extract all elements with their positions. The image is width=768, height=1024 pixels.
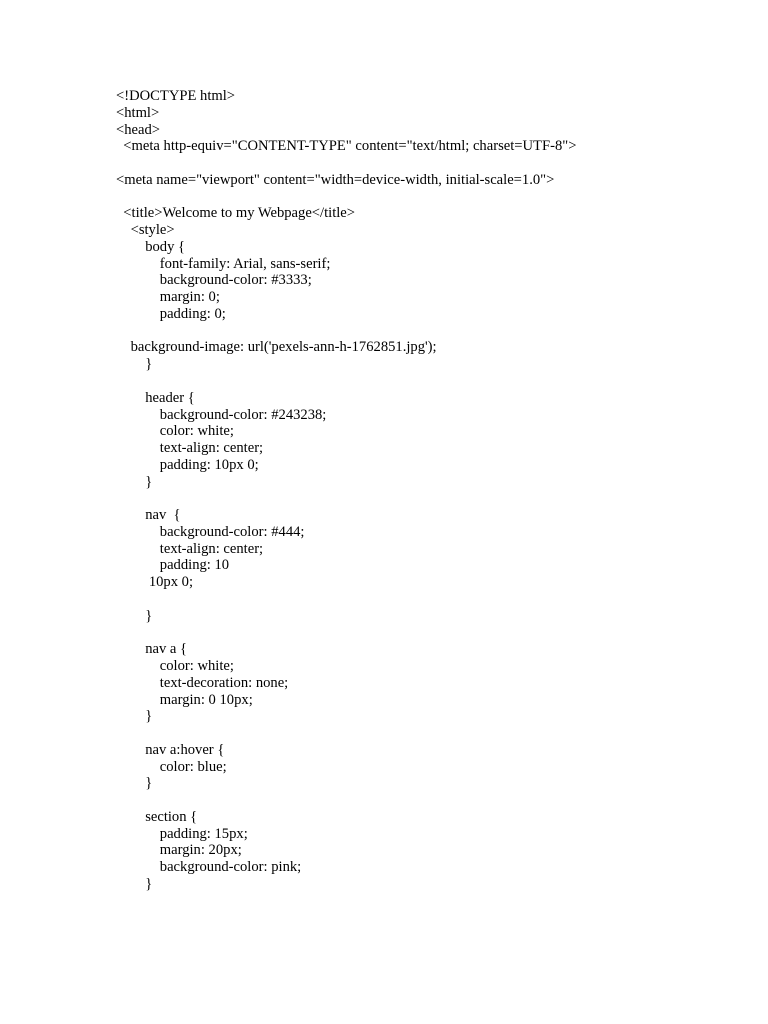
code-line: background-color: pink; — [116, 859, 302, 876]
code-line: padding: 10px 0; — [116, 456, 259, 473]
code-line: <meta name="viewport" content="width=device-width, initial-scale=1.0"> — [116, 171, 555, 188]
code-line: } — [116, 875, 153, 892]
code-line: color: white; — [116, 658, 234, 675]
blank-line — [116, 490, 756, 507]
code-line: 10px 0; — [116, 574, 194, 591]
code-line: } — [116, 708, 153, 725]
code-line: nav a { — [116, 641, 188, 658]
blank-line — [116, 591, 756, 608]
code-line: margin: 0; — [116, 289, 220, 306]
code-line: background-color: #3333; — [116, 272, 312, 289]
code-line: <head> — [116, 121, 161, 138]
code-line: header { — [116, 389, 195, 406]
code-line: color: blue; — [116, 758, 227, 775]
code-line: nav { — [116, 507, 181, 524]
code-line: section { — [116, 808, 198, 825]
code-line: body { — [116, 238, 186, 255]
code-line: margin: 20px; — [116, 842, 242, 859]
code-line: <html> — [116, 104, 160, 121]
code-line: padding: 15px; — [116, 825, 248, 842]
code-line: <title>Welcome to my Webpage</title> — [116, 205, 356, 222]
code-line: background-image: url('pexels-ann-h-1762851.jpg'); — [116, 339, 437, 356]
code-line: text-decoration: none; — [116, 674, 289, 691]
code-line: text-align: center; — [116, 540, 264, 557]
blank-line — [116, 625, 756, 642]
code-line: font-family: Arial, sans-serif; — [116, 255, 331, 272]
code-line: } — [116, 356, 153, 373]
code-line: text-align: center; — [116, 440, 264, 457]
code-line: background-color: #444; — [116, 523, 305, 540]
code-line: } — [116, 775, 153, 792]
blank-line — [116, 155, 756, 172]
code-line: padding: 0; — [116, 305, 226, 322]
code-line: } — [116, 607, 153, 624]
code-listing — [116, 88, 756, 893]
code-line: <style> — [116, 222, 175, 239]
blank-line — [116, 189, 756, 206]
code-line: color: white; — [116, 423, 234, 440]
code-line: margin: 0 10px; — [116, 691, 253, 708]
code-line: <meta http-equiv="CONTENT-TYPE" content="text/html; charset=UTF-8"> — [116, 138, 577, 155]
code-line: nav a:hover { — [116, 741, 225, 758]
blank-line — [116, 373, 756, 390]
blank-line — [116, 792, 756, 809]
code-line: padding: 10 — [116, 557, 230, 574]
code-line: background-color: #243238; — [116, 406, 327, 423]
blank-line — [116, 725, 756, 742]
code-line: <!DOCTYPE html> — [116, 88, 236, 104]
code-line: } — [116, 473, 153, 490]
blank-line — [116, 323, 756, 340]
